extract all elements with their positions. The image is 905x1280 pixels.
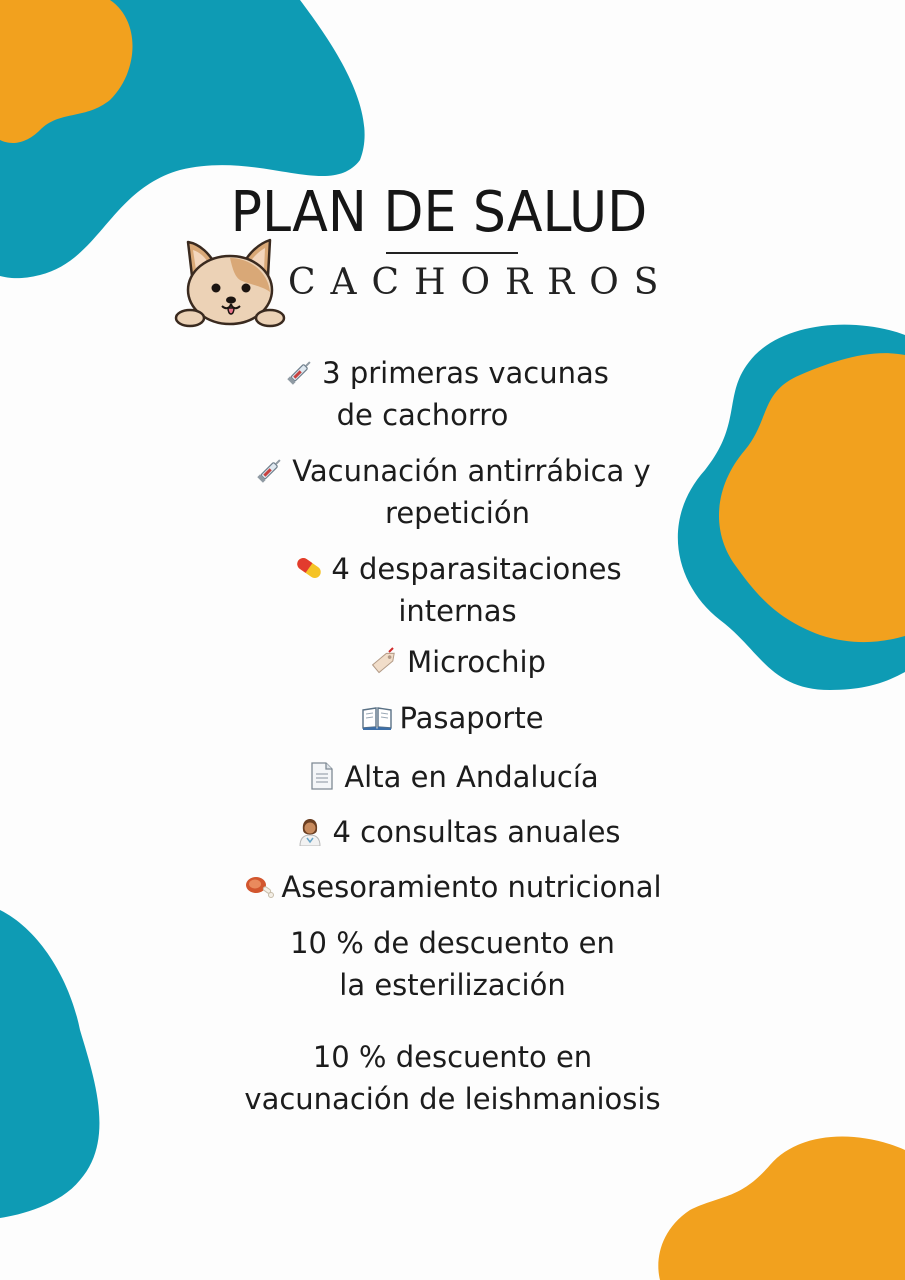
tag-icon (369, 646, 401, 676)
syringe-icon (284, 357, 316, 387)
list-item: 4 desparasitaciones internas (0, 548, 905, 632)
list-item: 4 consultas anuales (0, 811, 905, 853)
puppy-icon (170, 236, 290, 332)
document-icon (306, 761, 338, 791)
page-title: PLAN DE SALUD (230, 180, 648, 245)
meat-icon (243, 871, 275, 901)
title-underline (386, 252, 518, 254)
health-worker-icon (294, 816, 326, 846)
pill-icon (293, 553, 325, 583)
list-item: 10 % de descuento en la esterilización (290, 926, 615, 1002)
page-subtitle: CACHORROS (288, 262, 674, 303)
list-item: 3 primeras vacunas de cachorro (0, 352, 905, 436)
list-item: Asesoramiento nutricional (0, 866, 905, 908)
list-item: Vacunación antirrábica y repetición (0, 450, 905, 534)
bottom-right-orange-blob (658, 1136, 905, 1280)
syringe-icon (254, 455, 286, 485)
list-item: Alta en Andalucía (0, 756, 905, 798)
list-item: Pasaporte (0, 697, 905, 739)
list-item: Microchip (0, 641, 905, 683)
book-icon (361, 702, 393, 732)
list-item: 10 % descuento en vacunación de leishmaniosis (244, 1040, 661, 1116)
